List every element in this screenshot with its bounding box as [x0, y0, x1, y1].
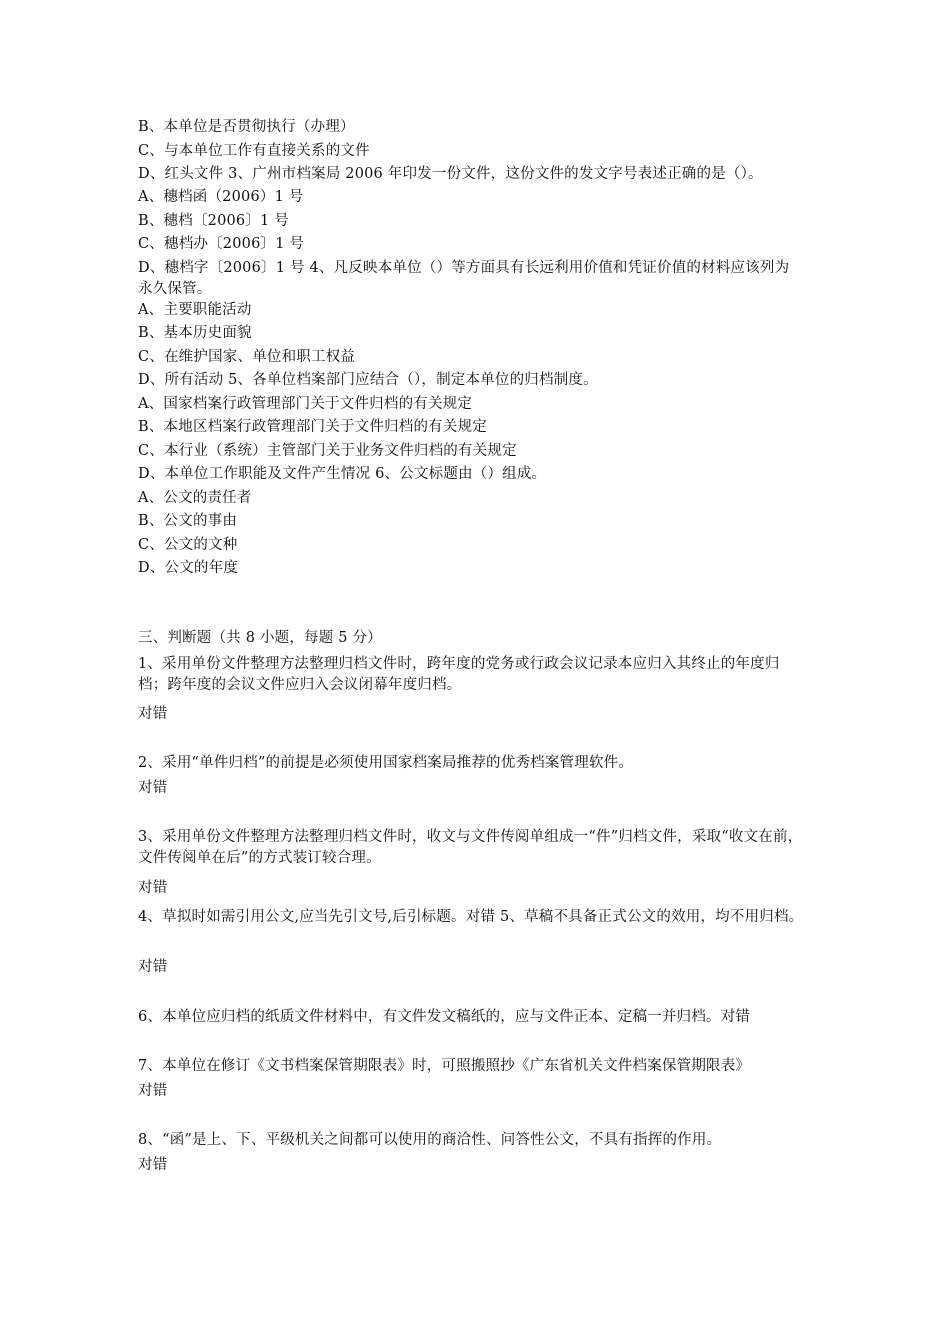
option-line: D、公文的年度: [138, 560, 239, 576]
option-line: C、在维护国家、单位和职工权益: [138, 349, 356, 365]
option-line: A、国家档案行政管理部门关于文件归档的有关规定: [138, 396, 473, 412]
option-line: B、穗档〔2006〕1 号: [138, 213, 289, 229]
section-heading: 三、判断题（共 8 小题，每题 5 分）: [138, 630, 382, 646]
option-line: D、穗档字〔2006〕1 号 4、凡反映本单位（）等方面具有长远利用价值和凭证价值的材料应该列为永久保管。: [138, 260, 790, 297]
question-8: 8、“函”是上、下、平级机关之间都可以使用的商洽性、问答性公文，不具有指挥的作用。: [138, 1132, 722, 1148]
question-3: 3、采用单份文件整理方法整理归档文件时，收文与文件传阅单组成一“件”归档文件，采取“收文在前，文件传阅单在后”的方式装订较合理。: [138, 829, 803, 866]
option-line: B、基本历史面貌: [138, 325, 252, 341]
question-2: 2、采用“单件归档”的前提是必须使用国家档案局推荐的优秀档案管理软件。: [138, 755, 634, 771]
answer-choices: 对错: [138, 706, 168, 722]
option-line: C、公文的文种: [138, 537, 238, 553]
option-line: D、所有活动 5、各单位档案部门应结合（），制定本单位的归档制度。: [138, 372, 598, 388]
answer-choices: 对错: [138, 780, 168, 796]
option-line: D、红头文件 3、广州市档案局 2006 年印发一份文件，这份文件的发文字号表述正确的是（）。: [138, 166, 763, 182]
answer-choices: 对错: [138, 1157, 168, 1173]
option-line: A、穗档函（2006）1 号: [138, 189, 304, 205]
answer-choices: 对错: [138, 1083, 168, 1099]
option-line: B、本地区档案行政管理部门关于文件归档的有关规定: [138, 419, 487, 435]
answer-choices: 对错: [138, 959, 168, 975]
question-7: 7、本单位在修订《文书档案保管期限表》时，可照搬照抄《广东省机关文件档案保管期限表》: [138, 1058, 751, 1074]
option-line: B、本单位是否贯彻执行（办理）: [138, 119, 355, 135]
question-6: 6、本单位应归档的纸质文件材料中，有文件发文稿纸的，应与文件正本、定稿一并归档。对错: [138, 1009, 751, 1025]
option-line: A、主要职能活动: [138, 302, 252, 318]
option-line: C、本行业（系统）主管部门关于业务文件归档的有关规定: [138, 443, 517, 459]
option-line: C、穗档办〔2006〕1 号: [138, 236, 305, 252]
question-4-5: 4、草拟时如需引用公文,应当先引文号,后引标题。对错 5、草稿不具备正式公文的效用，均不用归档。: [138, 909, 804, 925]
question-1: 1、采用单份文件整理方法整理归档文件时，跨年度的党务或行政会议记录本应归入其终止的年度归档；跨年度的会议文件应归入会议闭幕年度归档。: [138, 656, 780, 693]
option-line: C、与本单位工作有直接关系的文件: [138, 143, 370, 159]
option-line: D、本单位工作职能及文件产生情况 6、公文标题由（）组成。: [138, 466, 547, 482]
option-line: A、公文的责任者: [138, 490, 252, 506]
option-line: B、公文的事由: [138, 513, 238, 529]
answer-choices: 对错: [138, 880, 168, 896]
